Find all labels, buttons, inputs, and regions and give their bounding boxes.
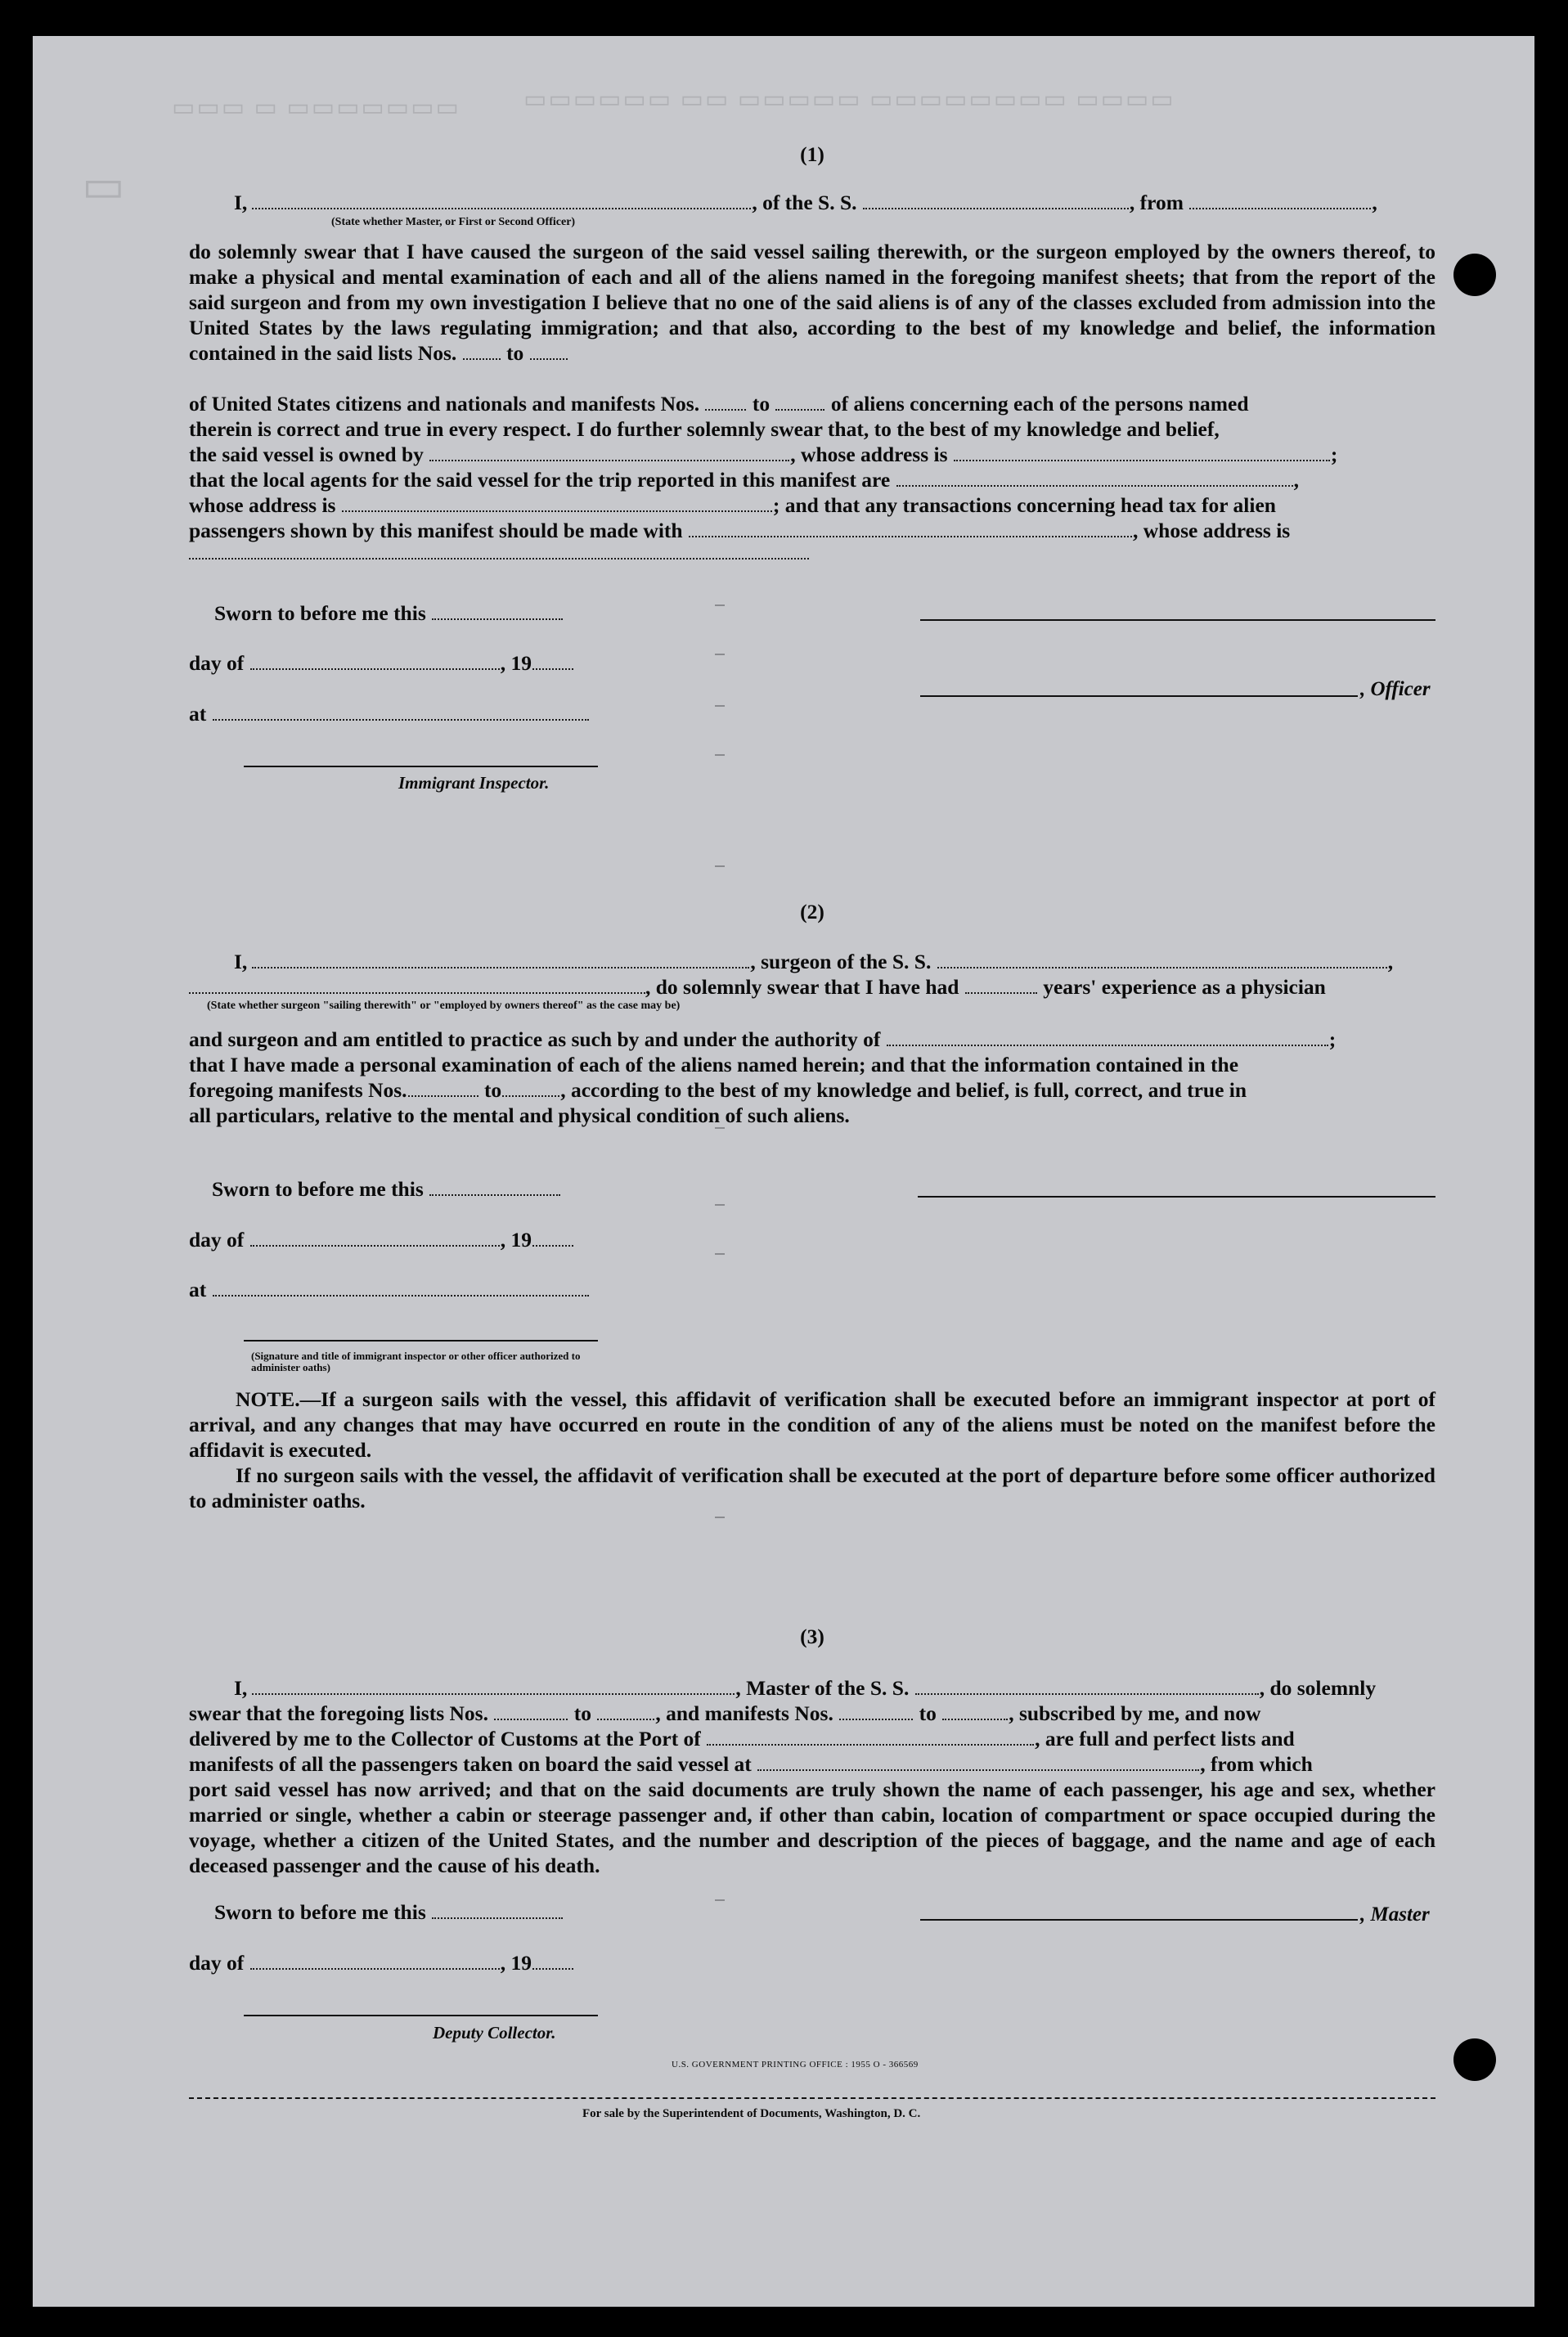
s2-surgeon-signature-line[interactable] (918, 1196, 1435, 1198)
s2-day-of: day of , 19 (189, 1227, 574, 1252)
s3-body: port said vessel has now arrived; and that on the said documents are truly shown the name of each passenger, his age and sex, whether married or single, whether a cabin or steerage passenger and, if other than cabin, location of compartment or space occupied during the voyage, whether a citizen of the United States, and the number and description of the pieces of baggage, and the name and age of each deceased passenger and the cause of his death. (189, 1777, 1435, 1877)
s3-sworn-day-field[interactable] (432, 1917, 563, 1919)
head-tax-address-field[interactable] (189, 557, 809, 560)
s1-sworn-day-field[interactable] (432, 618, 563, 620)
s2-at: at (189, 1277, 590, 1302)
s2-signature-caption: (Signature and title of immigrant inspector or other officer authorized to administer oaths) (251, 1350, 581, 1373)
s3-master-signature-line[interactable] (920, 1919, 1358, 1921)
s1-month-field[interactable] (250, 667, 500, 670)
s3-line-2: swear that the foregoing lists Nos. to , and manifests Nos. to , subscribed by me, and now (189, 1701, 1261, 1725)
ship-name-field[interactable] (863, 207, 1129, 209)
s1-line-11: whose address is ; and that any transactions concerning head tax for alien (189, 493, 1276, 517)
s1-line-13 (189, 540, 809, 565)
agents-address-field[interactable] (342, 510, 772, 512)
s1-line-8: therein is correct and true in every respect. I do further solemnly swear that, to the best of my knowledge and belief, (189, 417, 1220, 441)
section-3-number: (3) (800, 1625, 824, 1648)
s1-at: at (189, 701, 590, 726)
s2-place-field[interactable] (213, 1294, 589, 1297)
head-tax-contact-field[interactable] (689, 535, 1132, 537)
s2-note: NOTE.—If a surgeon sails with the vessel, this affidavit of verification shall be executed before an immigrant inspector at port of arrival, and any changes that may have occurred en route in the condition of any of the aliens must be noted on the manifest before the affidavit is executed. (189, 1387, 1435, 1462)
s3-year-field[interactable] (532, 1967, 573, 1970)
s3-sworn: Sworn to before me this (214, 1899, 564, 1925)
s1-line-12: passengers shown by this manifest should be made with , whose address is (189, 519, 1291, 542)
s1-officer-caption: (State whether Master, or First or Second Officer) (331, 216, 576, 228)
s1-line-9: the said vessel is owned by , whose address is ; (189, 443, 1338, 466)
s2-surgeon-caption: (State whether surgeon "sailing therewith" or "employed by owners thereof" as the case may be) (207, 1000, 681, 1012)
lists-from-field[interactable] (463, 357, 501, 360)
s1-year-field[interactable] (532, 667, 573, 670)
local-agents-field[interactable] (896, 484, 1293, 487)
s1-line-1: I, , of the S. S. , from , (234, 191, 1377, 214)
s2-year-field[interactable] (532, 1244, 573, 1247)
s2-line-5: foregoing manifests Nos. to , according to the best of my knowledge and belief, is full, correct, and true in (189, 1078, 1247, 1102)
immigrant-inspector-label: Immigrant Inspector. (398, 773, 550, 793)
lists-to-field[interactable] (530, 357, 568, 360)
s2-sworn-day-field[interactable] (429, 1193, 560, 1196)
s3-line-1: I, , Master of the S. S. , do solemnly (234, 1676, 1377, 1700)
s3-month-field[interactable] (250, 1967, 500, 1970)
gpo-imprint: U.S. GOVERNMENT PRINTING OFFICE : 1955 O - 366569 (672, 2060, 919, 2070)
s2-line-2: , do solemnly swear that I have had years' experience as a physician (189, 974, 1326, 1000)
surgeon-status-field[interactable] (189, 991, 645, 994)
s1-inspector-signature-line[interactable] (244, 766, 598, 767)
s1-day-of: day of , 19 (189, 650, 574, 676)
s2-line-4: that I have made a personal examination of each of the aliens named herein; and that the information contained in the (189, 1053, 1239, 1076)
port-of-field[interactable] (707, 1743, 1034, 1746)
s2-ship-name-field[interactable] (937, 966, 1387, 969)
s2-sworn: Sworn to before me this (212, 1176, 561, 1202)
manifests-from-field[interactable] (705, 408, 746, 411)
authority-field[interactable] (887, 1044, 1328, 1046)
s1-place-field[interactable] (213, 718, 589, 721)
section-1-number: (1) (800, 142, 824, 166)
s3-line-4: manifests of all the passengers taken on board the said vessel at , from which (189, 1752, 1313, 1776)
sale-notice: For sale by the Superintendent of Documents, Washington, D. C. (582, 2107, 921, 2120)
s2-manifests-from-field[interactable] (408, 1094, 478, 1097)
s1-line-10: that the local agents for the said vessel for the trip reported in this manifest are , (189, 468, 1299, 492)
s2-line-1: I, , surgeon of the S. S. , (234, 950, 1394, 973)
embarkation-port-field[interactable] (757, 1768, 1199, 1771)
footer-rule (189, 2097, 1435, 2099)
s3-line-3: delivered by me to the Collector of Customs at the Port of , are full and perfect lists and (189, 1727, 1295, 1751)
manifests-to-field[interactable] (775, 408, 824, 411)
s1-body: do solemnly swear that I have caused the surgeon of the said vessel sailing therewith, or the surgeon employed by the owners thereof, to make a physical and mental examination of each and all of the aliens named in the foregoing manifest sheets; that from the report of the said surgeon and from my own investigation I believe that no one of the said aliens is of any of the classes excluded from admission into the United States by the laws regulating immigration; and that also, according to the best of my knowledge and belief, the information contained in the said lists Nos. to (189, 240, 1435, 365)
s3-manifests-from-field[interactable] (839, 1718, 913, 1720)
deputy-collector-label: Deputy Collector. (433, 2023, 556, 2043)
officer-label: , Officer (1360, 678, 1431, 700)
owner-address-field[interactable] (954, 459, 1330, 461)
s2-line-6: all particulars, relative to the mental and physical condition of such aliens. (189, 1103, 850, 1127)
s2-month-field[interactable] (250, 1244, 500, 1247)
s1-sworn: Sworn to before me this (214, 600, 564, 626)
s3-day-of: day of , 19 (189, 1950, 574, 1975)
s2-manifests-to-field[interactable] (502, 1094, 559, 1097)
s2-inspector-signature-line[interactable] (244, 1340, 598, 1342)
s3-collector-signature-line[interactable] (244, 2015, 598, 2016)
section-2-number: (2) (800, 900, 824, 924)
s1-officer-signature-line-1[interactable] (920, 619, 1435, 621)
master-name-field[interactable] (252, 1692, 735, 1695)
s3-manifests-to-field[interactable] (942, 1718, 1008, 1720)
surgeon-name-field[interactable] (252, 966, 749, 969)
s3-lists-to-field[interactable] (597, 1718, 654, 1720)
officer-name-field[interactable] (252, 207, 751, 209)
s3-ship-name-field[interactable] (915, 1692, 1259, 1695)
s1-officer-signature-line-2[interactable] (920, 695, 1358, 697)
years-experience-field[interactable] (965, 991, 1037, 994)
s2-line-3: and surgeon and am entitled to practice as such by and under the authority of ; (189, 1027, 1337, 1051)
punch-hole-top (1453, 254, 1496, 296)
form-sheet: ▭▭▭ ▭ ▭▭▭▭▭▭▭ ▭▭▭▭▭▭ ▭▭ ▭▭▭▭▭ ▭▭▭▭▭▭▭▭ ▭▭▭▭ ▭ (1) I, , of the S. S. , from , (State whether Master, or First or Second Officer) do solemnly swear that I have caused the surgeon of the said vessel sailing therewith, or the surgeon employed by the owners thereof, to make a physical and mental examination of each and all of the aliens named in the foregoing manifest sheets; that from the report of the said surgeon and from my own investigation I believe that no one of the said aliens is of any of the classes excluded from admission into the United States by the laws regulating immigration; and that also, according to the best of my knowledge and belief, the information contained in the said lists Nos. to of United States citizens and nationals and manifests Nos. to of aliens concerning each of the persons named therein is correct and true in every respect. I do further solemnly swear that, to the best of my knowledge and belief, the said vessel is owned by , whose address is ; that the local agents for the said vessel for the trip reported in this manifest are , whose address is ; and that any transactions concerning head tax for alien passengers shown by this manifest should be made with , whose address is Sworn to before me this day of , 19 at Immigrant Inspector. , Officer (2) I, , surgeon of the S. S. , , do solemnly swear that I have had years' experience as a physician (State whether surgeon "sailing therewith" or "employed by owners thereof" as the case may be) and surgeon and am entitled to practice as such by and under the authority of ; that I have made a personal examination of each of the aliens named herein; and that the information contained in the foregoing manifests Nos. to , according to the best of my knowledge and belief, is full, correct, and true in all particulars, relative to the mental and physical condition of such aliens. Sworn to before me this day of , 19 at (Signature and title of immigrant inspector or other officer authorized to administer oaths) NOTE.—If a surgeon sails with the vessel, this affidavit of verification shall be executed before an immigrant inspector at port of arrival, and any changes that may have occurred en route in the condition of any of the aliens must be noted on the manifest before the affidavit is executed. If no surgeon sails with the vessel, the affidavit of verification shall be executed at the port of departure before some officer authorized to administer oaths. (3) I, , Master of the S. S. , do solemnly swear that the foregoing lists Nos. to , and manifests Nos. to , subscribed by me, and now delivered by me to the Collector of Customs at the Port of , are full and perfect lists and manifests of all the passengers taken on board the said vessel at , from which port said vessel has now arrived; and that on the said documents are truly shown the name of each passenger, his age and sex, whether married or single, whether a cabin or steerage passenger and, if other than cabin, location of compartment or space occupied during the voyage, whether a citizen of the United States, and the number and description of the pieces of baggage, and the name and age of each deceased passenger and the cause of his death. Sworn to before me this , Master day of , 19 Deputy Collector. U.S. GOVERNMENT PRINTING OFFICE : 1955 O - 366569 For sale by the Superintendent of Documents, Washington, D. C. (33, 36, 1534, 2307)
s3-lists-from-field[interactable] (494, 1718, 568, 1720)
punch-hole-bottom (1453, 2038, 1496, 2081)
master-label: , Master (1360, 1903, 1430, 1926)
from-port-field[interactable] (1189, 207, 1371, 209)
s1-line-7: of United States citizens and nationals and manifests Nos. to of aliens concerning each of the persons named (189, 392, 1249, 416)
owner-field[interactable] (429, 459, 789, 461)
s2-note-2: If no surgeon sails with the vessel, the affidavit of verification shall be executed at the port of departure before some officer authorized to administer oaths. (189, 1463, 1435, 1512)
